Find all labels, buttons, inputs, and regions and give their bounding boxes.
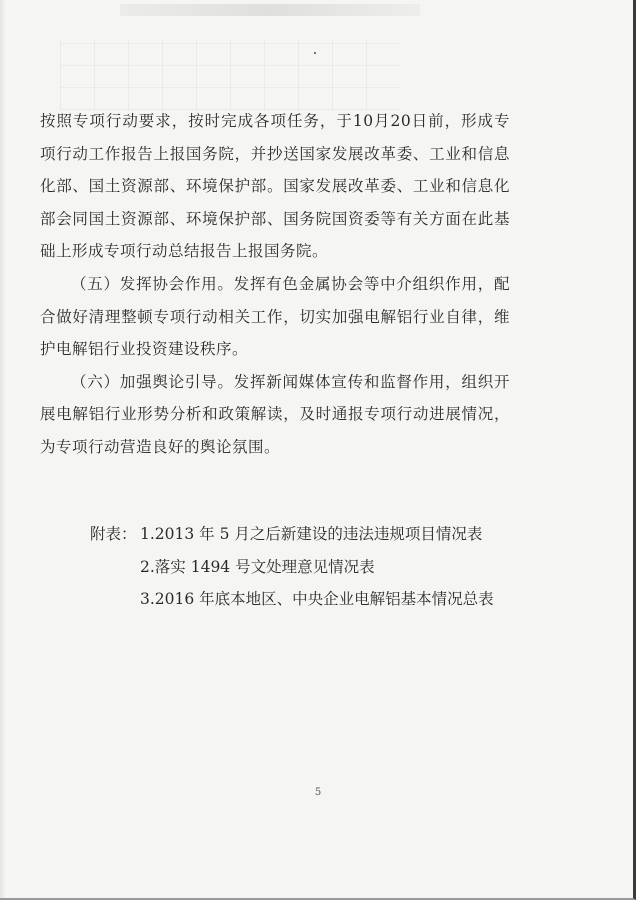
- document-body: [40, 105, 510, 464]
- attachment-item: 3.2016 年底本地区、中央企业电解铝基本情况总表: [140, 590, 494, 609]
- attachment-row: [90, 518, 494, 551]
- attachment-item: 2.落实 1494 号文处理意见情况表: [140, 557, 375, 576]
- attachments-label: 附表：: [90, 525, 137, 543]
- page-number: 5: [314, 787, 322, 798]
- scan-bleed-through: [120, 4, 420, 16]
- scan-speck: [314, 52, 316, 54]
- attachments-list: [90, 518, 494, 616]
- bleed-through-grid: [60, 40, 400, 110]
- attachment-row: [90, 551, 494, 584]
- paragraph-item-5: （五）发挥协会作用。发挥有色金属协会等中介组织作用，配合做好清理整顿专项行动相关工作，切实加强电解铝行业自律，维护电解铝行业投资建设秩序。: [40, 274, 510, 359]
- attachment-row: [90, 583, 494, 616]
- attachment-item: 1.2013 年 5 月之后新建设的违法违规项目情况表: [140, 525, 483, 543]
- paragraph-item-6: （六）加强舆论引导。发挥新闻媒体宣传和监督作用，组织开展电解铝行业形势分析和政策解读，及时通报专项行动进展情况，为专项行动营造良好的舆论氛围。: [40, 372, 510, 456]
- scan-shadow-left: [0, 0, 6, 900]
- paragraph-continuation: 按照专项行动要求，按时完成各项任务，于10月20日前，形成专项行动工作报告上报国务院，并抄送国家发展改革委、工业和信息化部、国土资源部、环境保护部。国家发展改革委、工业和信息化部会同国土资源部、环境保护部、国务院国资委等有关方面在此基础上形成专项行动总结报告上报国务院。: [40, 112, 510, 261]
